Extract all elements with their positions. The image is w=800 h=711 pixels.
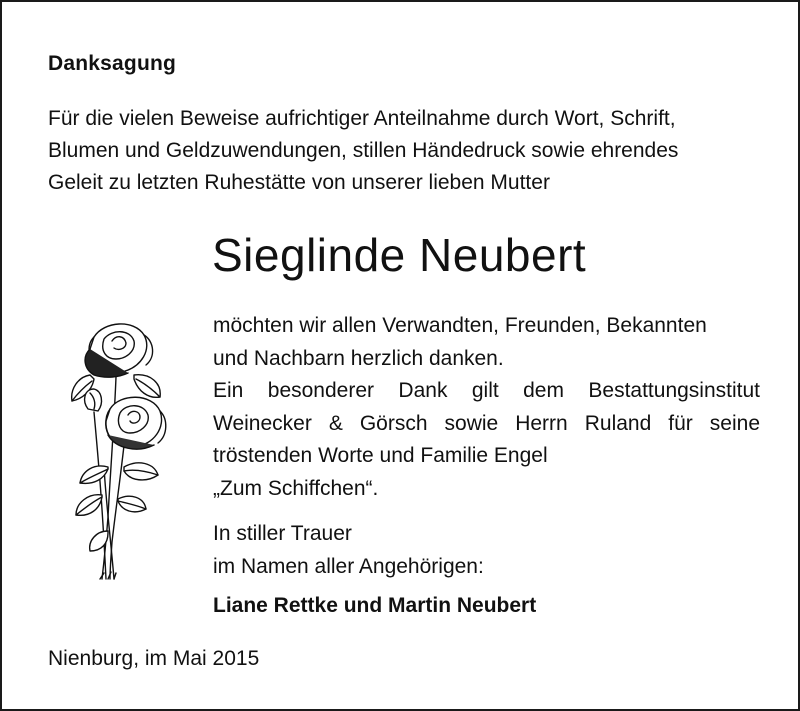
thanks-line: möchten wir allen Verwandten, Freunden, Bekannten (213, 314, 707, 337)
mourning-lines (213, 518, 484, 583)
place-date: Nienburg, im Mai 2015 (48, 647, 260, 670)
deceased-name: Sieglinde Neubert (212, 229, 587, 281)
thanks-line: „Zum Schiffchen“. (213, 476, 379, 500)
thanks-line: tröstenden Worte und Familie Engel (213, 444, 548, 467)
thanks-line: Ein besonderer Dank gilt dem Bestattungsinstitut (213, 379, 760, 402)
mourning-line: In stiller Trauer (213, 522, 352, 545)
rose-bouquet-icon (64, 317, 174, 587)
thanks-paragraph (213, 310, 760, 505)
thanks-line: und Nachbarn herzlich danken. (213, 346, 504, 370)
signers: Liane Rettke und Martin Neubert (213, 594, 537, 617)
intro-line: Für die vielen Beweise aufrichtiger Anteilnahme durch Wort, Schrift, (48, 107, 676, 130)
intro-line: Geleit zu letzten Ruhestätte von unserer lieben Mutter (48, 171, 550, 194)
intro-paragraph (48, 103, 678, 199)
intro-line: Blumen und Geldzuwendungen, stillen Händedruck sowie ehrendes (48, 139, 679, 162)
mourning-line: im Namen aller Angehörigen: (213, 554, 484, 578)
heading: Danksagung (48, 52, 177, 75)
thanks-line: Weinecker & Görsch sowie Herrn Ruland für seine (213, 411, 760, 435)
